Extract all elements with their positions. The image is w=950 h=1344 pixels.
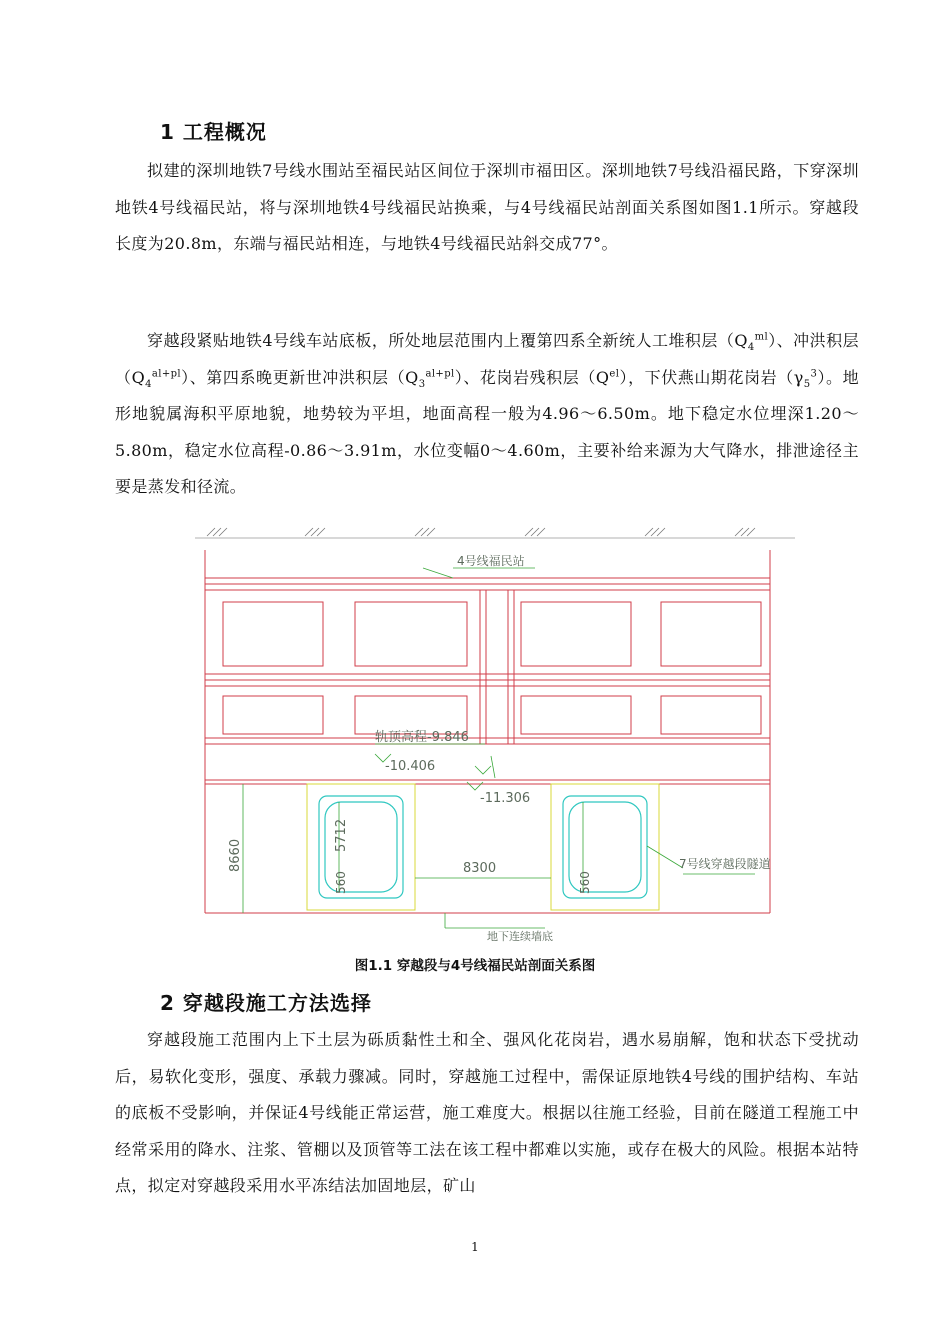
figure-caption: 图1.1 穿越段与4号线福民站剖面关系图 <box>354 958 596 974</box>
section-heading-1: 1 工程概况 <box>160 120 267 144</box>
section-drawing-figure <box>195 516 795 946</box>
station-label: 4号线福民站 <box>457 554 525 568</box>
ground-hatch <box>195 528 795 538</box>
paragraph-overview: 拟建的深圳地铁7号线水围站至福民站区间位于深圳市福田区。深圳地铁7号线沿福民路，下穿深圳地铁4号线福民站，将与深圳地铁4号线福民站换乘，与4号线福民站剖面关系图如图1.1所示。穿越段长度为20.8m，东端与福民站相连，与地铁4号线福民站斜交成77°。 <box>115 161 859 253</box>
dimension-left-offset: 560 <box>334 871 348 894</box>
paragraph-method: 穿越段施工范围内上下土层为砾质黏性土和全、强风化花岗岩，遇水易崩解，饱和状态下受扰动后，易软化变形，强度、承载力骤减。同时，穿越施工过程中，需保证原地铁4号线的围护结构、车站的底板不受影响，并保证4号线能正常运营，施工难度大。根据以往施工经验，目前在隧道工程施工中经常采用的降水、注浆、管棚以及顶管等工法在该工程中都难以实施，或存在极大的风险。根据本站特点，拟定对穿越段采用水平冻结法加固地层，矿山 <box>115 1030 859 1195</box>
tunnel-outline <box>319 796 647 898</box>
dimension-span: 8300 <box>463 861 497 876</box>
dimension-lines <box>243 568 755 928</box>
dimension-tunnel-height: 5712 <box>334 818 349 852</box>
rail-elevation-label: 轨顶高程-9.846 <box>375 730 469 745</box>
tunnel-label: 7号线穿越段隧道 <box>679 857 771 871</box>
dimension-height: 8660 <box>228 838 243 872</box>
elevation-label-1: -10.406 <box>385 759 436 774</box>
wall-base-label: 地下连续墙底 <box>487 930 553 943</box>
paragraph-geology: 穿越段紧贴地铁4号线车站底板，所处地层范围内上覆第四系全新统人工堆积层$(Q_4^{ml})$、冲洪积层$(Q_4^{al+pl})$、第四系晚更新世冲洪积层$(Q_3^{al+pl})$、花岗岩残积层$(Q^{el})$，下伏燕山期花岗岩$(\gamma_5^3)$。地形地貌属海积平原地貌，地势较为平坦，地面高程一般为4.96～6.50m。地下稳定水位埋深1.20～5.80m，稳定水位高程-0.86～3.91m，水位变幅0～4.60m，主要补给来源为大气降水，排泄途径主要是蒸发和径流。 <box>115 331 860 496</box>
section-heading-2: 2 穿越段施工方法选择 <box>160 991 372 1015</box>
page-number: 1 <box>471 1240 479 1254</box>
elevation-label-2: -11.306 <box>480 791 531 806</box>
dimension-right-offset: 560 <box>578 871 592 894</box>
